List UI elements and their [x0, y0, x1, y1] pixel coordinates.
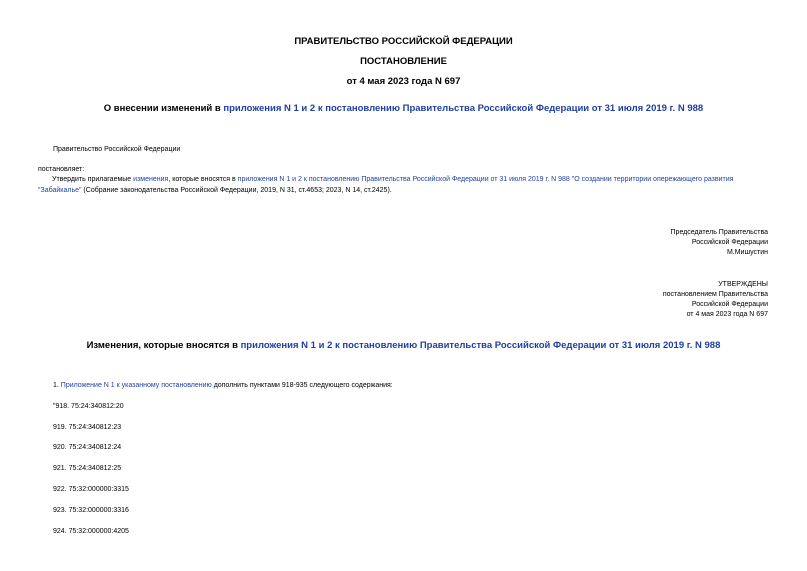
paragraph-text-end: (Собрание законодательства Российской Федерации, 2019, N 31, ст.4653; 2023, N 14, ст.2425). — [81, 186, 392, 194]
approved-label: УТВЕРЖДЕНЫ — [718, 281, 768, 288]
zabaikalie-link[interactable]: "Забайкалье" — [38, 186, 82, 194]
list-item: 922. 75:32:000000:3315 — [53, 486, 129, 493]
changes-title-prefix: Изменения, которые вносятся в — [86, 340, 241, 351]
list-item: 923. 75:32:000000:3316 — [53, 507, 129, 514]
document-date: от 4 мая 2023 года N 697 — [346, 76, 461, 87]
list-item: 919. 75:24:340812:23 — [53, 424, 122, 431]
paragraph-text-mid: , которые вносятся в — [168, 176, 238, 183]
document-type: ПОСТАНОВЛЕНИЕ — [360, 56, 447, 67]
resolution-paragraph — [38, 175, 768, 196]
document-title-prefix: О внесении изменений в — [103, 103, 224, 114]
item-1-text: дополнить пунктами 918-935 следующего содержания: — [211, 382, 393, 389]
list-item: 920. 75:24:340812:24 — [53, 444, 122, 451]
document-title-link[interactable]: приложения N 1 и 2 к постановлению Правительства Российской Федерации от 31 июля 2019 г. N 988 — [223, 103, 704, 114]
government-title: ПРАВИТЕЛЬСТВО РОССИЙСКОЙ ФЕДЕРАЦИИ — [294, 36, 513, 47]
paragraph-text-start: Утвердить прилагаемые — [52, 176, 134, 183]
list-item: 921. 75:24:340812:25 — [53, 465, 122, 472]
signature-position: Председатель Правительства — [670, 229, 768, 236]
appendix-1-link[interactable]: Приложение N 1 к указанному постановлению — [60, 382, 212, 389]
changes-title — [0, 340, 807, 351]
item-1-number: 1. — [53, 382, 61, 389]
approved-date: от 4 мая 2023 года N 697 — [686, 311, 768, 318]
approved-by: постановлением Правительства — [662, 291, 768, 298]
decree-988-link[interactable]: приложения N 1 и 2 к постановлению Правительства Российской Федерации от 31 июля 2019 г. N 988 "О создании территории опережающего развития — [237, 176, 734, 183]
item-1 — [53, 382, 393, 389]
signature-org: Российской Федерации — [691, 239, 768, 246]
list-item: 924. 75:32:000000:4205 — [53, 528, 129, 535]
changes-title-link[interactable]: приложения N 1 и 2 к постановлению Правительства Российской Федерации от 31 июля 2019 г. N 988 — [240, 340, 721, 351]
document-title — [0, 103, 807, 114]
list-item: "918. 75:24:340812:20 — [53, 403, 124, 410]
approved-org: Российской Федерации — [691, 301, 768, 308]
issuer-text: Правительство Российской Федерации — [53, 146, 181, 153]
signature-name: М.Мишустин — [726, 249, 768, 256]
resolves-text: постановляет: — [38, 166, 85, 173]
changes-link[interactable]: изменения — [133, 176, 169, 183]
